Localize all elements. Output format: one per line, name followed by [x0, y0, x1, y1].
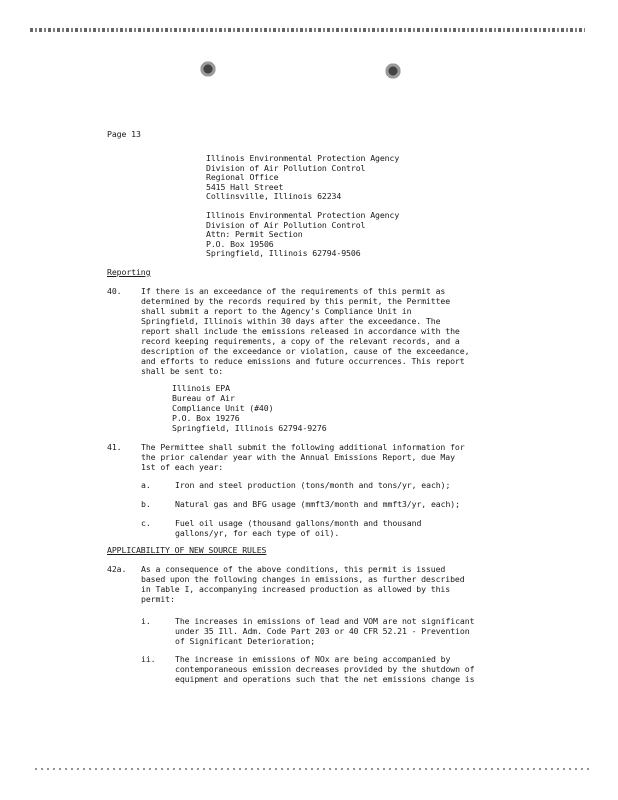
paragraph-line: shall be sent to: [141, 366, 224, 376]
address-line: Division of Air Pollution Control [206, 162, 366, 173]
list-item-marker: i. [141, 616, 151, 626]
list-item-marker: c. [141, 518, 151, 528]
address-line: Springfield, Illinois 62794-9506 [206, 248, 361, 258]
page-number: Page 13 [107, 129, 141, 139]
paragraph-line: The Permittee shall submit the following additional information for [141, 442, 465, 452]
address-line: P.O. Box 19276 [172, 413, 240, 423]
address-line: Division of Air Pollution Control [206, 219, 366, 230]
paragraph-line: the prior calendar year with the Annual Emissions Report, due May [141, 452, 455, 462]
address-line: Regional Office [206, 172, 279, 182]
paragraph-line: permit: [141, 594, 175, 604]
address-line: Illinois EPA [172, 383, 230, 393]
address-line: 5415 Hall Street [206, 181, 284, 192]
list-item-text: The increases in emissions of lead and VOM are not significant [175, 616, 475, 626]
list-item-text: Fuel oil usage (thousand gallons/month and thousand [175, 518, 422, 528]
address-line: Compliance Unit (#40) [172, 403, 274, 413]
list-item-marker: ii. [141, 654, 156, 664]
paragraph-line: 1st of each year: [141, 462, 224, 472]
paragraph-line: and efforts to reduce emissions and future occurrences. This report [141, 356, 465, 366]
paragraph-line: As a consequence of the above conditions, this permit is issued [141, 564, 446, 574]
paragraph-line: report shall include the emissions released in accordance with the [141, 326, 460, 336]
list-item-text: equipment and operations such that the net emissions change is [175, 674, 475, 684]
scan-noise-top [30, 28, 585, 32]
address-line: Collinsville, Illinois 62234 [206, 191, 342, 201]
condition-number: 42a. [107, 564, 127, 574]
condition-number: 41. [107, 442, 122, 452]
list-item-text: contemporaneous emission decreases provided by the shutdown of [175, 664, 475, 674]
list-item-text: Iron and steel production (tons/month and tons/yr, each); [175, 480, 451, 490]
scan-noise-bottom [35, 768, 590, 770]
section-heading-applicability: APPLICABILITY OF NEW SOURCE RULES [107, 545, 267, 555]
paragraph-line: record keeping requirements, a copy of the relevant records, and a [141, 336, 460, 346]
section-heading-reporting: Reporting [107, 267, 151, 277]
paragraph-line: in Table I, accompanying increased production as allowed by this [141, 584, 451, 594]
paragraph-line: description of the exceedance or violation, cause of the exceedance, [141, 346, 470, 356]
address-line: Attn: Permit Section [206, 229, 303, 239]
list-item-text: Natural gas and BFG usage (mmft3/month and mmft3/yr, each); [175, 499, 460, 509]
paragraph-line: determined by the records required by this permit, the Permittee [141, 296, 451, 306]
paragraph-line: shall submit a report to the Agency's Compliance Unit in [141, 306, 412, 316]
punch-hole-right [384, 62, 402, 80]
list-item-text: The increase in emissions of NOx are being accompanied by [175, 654, 451, 664]
paragraph-line: Springfield, Illinois within 30 days after the exceedance. The [141, 316, 441, 326]
list-item-marker: b. [141, 499, 151, 509]
list-item-text: under 35 Ill. Adm. Code Part 203 or 40 CFR 52.21 - Prevention [175, 626, 470, 636]
list-item-marker: a. [141, 480, 151, 490]
punch-hole-left [199, 60, 217, 78]
list-item-text: gallons/yr, for each type of oil). [175, 528, 340, 538]
paragraph-line: based upon the following changes in emissions, as further described [141, 574, 465, 584]
address-line: Springfield, Illinois 62794-9276 [172, 423, 327, 433]
list-item-text: of Significant Deterioration; [175, 636, 316, 646]
address-line: Illinois Environmental Protection Agency [206, 153, 400, 163]
condition-number: 40. [107, 286, 122, 296]
address-line: Illinois Environmental Protection Agency [206, 210, 400, 220]
address-line: Bureau of Air [172, 393, 235, 403]
paragraph-line: If there is an exceedance of the requirements of this permit as [141, 286, 446, 296]
address-line: P.O. Box 19506 [206, 238, 274, 249]
